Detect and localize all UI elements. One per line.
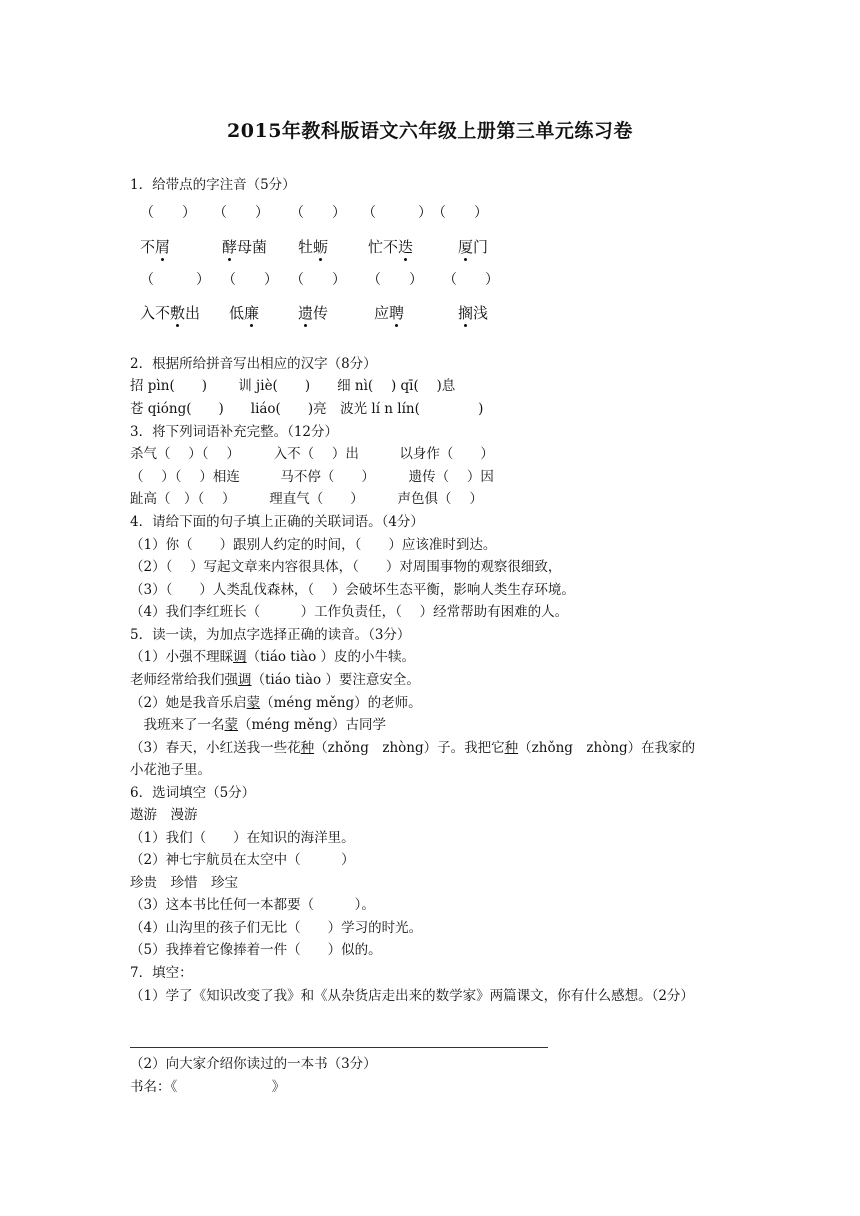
word-prefix: 牡 xyxy=(298,238,314,256)
word-prefix: 忙不 xyxy=(368,238,399,256)
q5-s4-text-b: （méng měng）古同学 xyxy=(238,717,387,733)
dotted-word-5 xyxy=(458,304,488,323)
word-suffix: 门 xyxy=(473,238,489,256)
dotted-word-4 xyxy=(374,304,404,323)
q6-heading: 6．选词填空（5分） xyxy=(130,785,256,801)
answer-line xyxy=(130,1047,548,1048)
q6-sentence-3: （3）这本书比任何一本都要（ ）。 xyxy=(130,897,375,913)
dotted-word-1 xyxy=(140,238,170,257)
q7-book-title-line: 书名：《 》 xyxy=(130,1079,286,1095)
q3-heading: 3．将下列词语补充完整。（12分） xyxy=(130,424,339,440)
dotted-char: 迭 xyxy=(398,238,414,256)
page-title: 2015年教科版语文六年级上册第三单元练习卷 xyxy=(227,120,633,142)
word-suffix: 母菌 xyxy=(237,238,268,256)
dotted-char: 搁 xyxy=(458,304,474,322)
q5-s3-text-a: （2）她是我音乐启 xyxy=(130,695,247,711)
dotted-char: 屑 xyxy=(155,238,171,256)
dotted-char: 遗 xyxy=(298,304,314,322)
q5-s5-text-b: （zhǒng zhòng）子。我把它 xyxy=(314,740,505,756)
dotted-word-2 xyxy=(222,238,267,257)
dotted-word-3 xyxy=(298,304,328,323)
q2-line-1: 招 pìn( ) 训 jiè( ) 细 nì( ) qī( )息 xyxy=(130,378,456,394)
q5-s4-underlined-char: 蒙 xyxy=(224,717,238,733)
word-suffix: 浅 xyxy=(473,304,489,322)
answer-paren-4: （ ） xyxy=(362,205,432,221)
answer-paren-1: （ ） xyxy=(140,272,210,288)
q5-s1-text-a: （1）小强不理睬 xyxy=(130,649,234,665)
dotted-char: 敷 xyxy=(170,304,186,322)
q6-word-choices-1: 遨游 漫游 xyxy=(130,807,198,823)
word-prefix: 低 xyxy=(229,304,245,322)
q5-s4-text-a: 我班来了一名 xyxy=(130,717,225,733)
q2-heading: 2．根据所给拼音写出相应的汉字（8分） xyxy=(130,356,377,372)
q5-s3-underlined-char: 蒙 xyxy=(246,695,261,711)
answer-paren-2: （ ） xyxy=(222,272,278,288)
answer-paren-3: （ ） xyxy=(290,205,346,221)
word-suffix: 出 xyxy=(185,304,201,322)
q3-line-1: 杀气（ ）（ ） 入不（ ）出 以身作（ ） xyxy=(130,446,494,462)
q3-line-3: 趾高（ ）（ ） 理直气（ ） 声色俱（ ） xyxy=(130,491,483,507)
dotted-word-1 xyxy=(140,304,200,323)
word-prefix: 不 xyxy=(140,238,156,256)
q5-sentence-5 xyxy=(130,739,695,758)
q5-sentence-2 xyxy=(130,671,420,690)
dotted-char: 厦 xyxy=(458,238,474,256)
q5-s5-underlined-char-2: 种 xyxy=(504,740,519,756)
answer-paren-3: （ ） xyxy=(290,272,346,288)
q4-sentence-2: （2）（ ）写起文章来内容很具体，（ ）对周围事物的观察很细致， xyxy=(130,559,562,575)
q6-sentence-1: （1）我们（ ）在知识的海洋里。 xyxy=(130,830,355,846)
dotted-word-4 xyxy=(368,238,413,257)
q1-heading: 1．给带点的字注音（5分） xyxy=(130,177,296,193)
dotted-char: 廉 xyxy=(244,304,260,322)
q4-heading: 4．请给下面的句子填上正确的关联词语。（4分） xyxy=(130,514,424,530)
q5-sentence-3 xyxy=(130,694,422,713)
q7-heading: 7．填空： xyxy=(130,965,193,981)
q3-line-2: （ ）（ ）相连 马不停（ ） 遗传（ ）因 xyxy=(130,469,494,485)
q5-s2-underlined-char: 调 xyxy=(238,672,252,688)
q5-heading: 5．读一读，为加点字选择正确的读音。（3分） xyxy=(130,627,411,643)
word-prefix: 入不 xyxy=(140,304,171,322)
q5-sentence-6: 小花池子里。 xyxy=(130,762,211,778)
dotted-char: 蛎 xyxy=(313,238,329,256)
q5-s5-text-c: （zhǒng zhòng）在我家的 xyxy=(518,740,696,756)
q5-s5-underlined-char: 种 xyxy=(300,740,315,756)
q6-sentence-2: （2）神七宇航员在太空中（ ） xyxy=(130,852,355,868)
q4-sentence-1: （1）你（ ）跟别人约定的时间，（ ）应该准时到达。 xyxy=(130,537,497,553)
answer-paren-4: （ ） xyxy=(367,272,423,288)
answer-paren-1: （ ） xyxy=(140,205,196,221)
dotted-char: 酵 xyxy=(222,238,238,256)
q5-sentence-4 xyxy=(130,716,386,735)
q5-s5-text-a: （3）春天，小红送我一些花 xyxy=(130,740,301,756)
word-prefix: 应 xyxy=(374,304,390,322)
q2-line-2: 苍 qióng( ) liáo( )亮 波光 lí n lín( ) xyxy=(130,401,484,417)
q5-s1-underlined-char: 调 xyxy=(233,649,247,665)
q5-s2-text-b: （tiáo tiào ）要注意安全。 xyxy=(251,672,420,688)
dotted-word-3 xyxy=(298,238,328,257)
q5-s1-text-b: （tiáo tiào ）皮的小牛犊。 xyxy=(246,649,416,665)
q5-sentence-1 xyxy=(130,648,415,667)
q6-word-choices-2: 珍贵 珍惜 珍宝 xyxy=(130,875,238,891)
answer-paren-5: （ ） xyxy=(432,205,488,221)
q6-sentence-4: （4）山沟里的孩子们无比（ ）学习的时光。 xyxy=(130,920,423,936)
word-suffix: 传 xyxy=(313,304,329,322)
q6-sentence-5: （5）我捧着它像捧着一件（ ）似的。 xyxy=(130,942,382,958)
q4-sentence-3: （3）（ ）人类乱伐森林，（ ）会破坏生态平衡，影响人类生存环境。 xyxy=(130,582,575,598)
q4-sentence-4: （4）我们李红班长（ ）工作负责任，（ ）经常帮助有困难的人。 xyxy=(130,604,569,620)
dotted-word-5 xyxy=(458,238,488,257)
q7-sentence-2: （2）向大家介绍你读过的一本书（3分） xyxy=(130,1056,377,1072)
q5-s3-text-b: （méng měng）的老师。 xyxy=(260,695,422,711)
q5-s2-text-a: 老师经常给我们强 xyxy=(130,672,238,688)
dotted-char: 聘 xyxy=(389,304,405,322)
q7-sentence-1: （1）学了《知识改变了我》和《从杂货店走出来的数学家》两篇课文，你有什么感想。（2分） xyxy=(130,988,694,1004)
dotted-word-2 xyxy=(229,304,259,323)
answer-paren-2: （ ） xyxy=(213,205,269,221)
answer-paren-5: （ ） xyxy=(443,272,499,288)
